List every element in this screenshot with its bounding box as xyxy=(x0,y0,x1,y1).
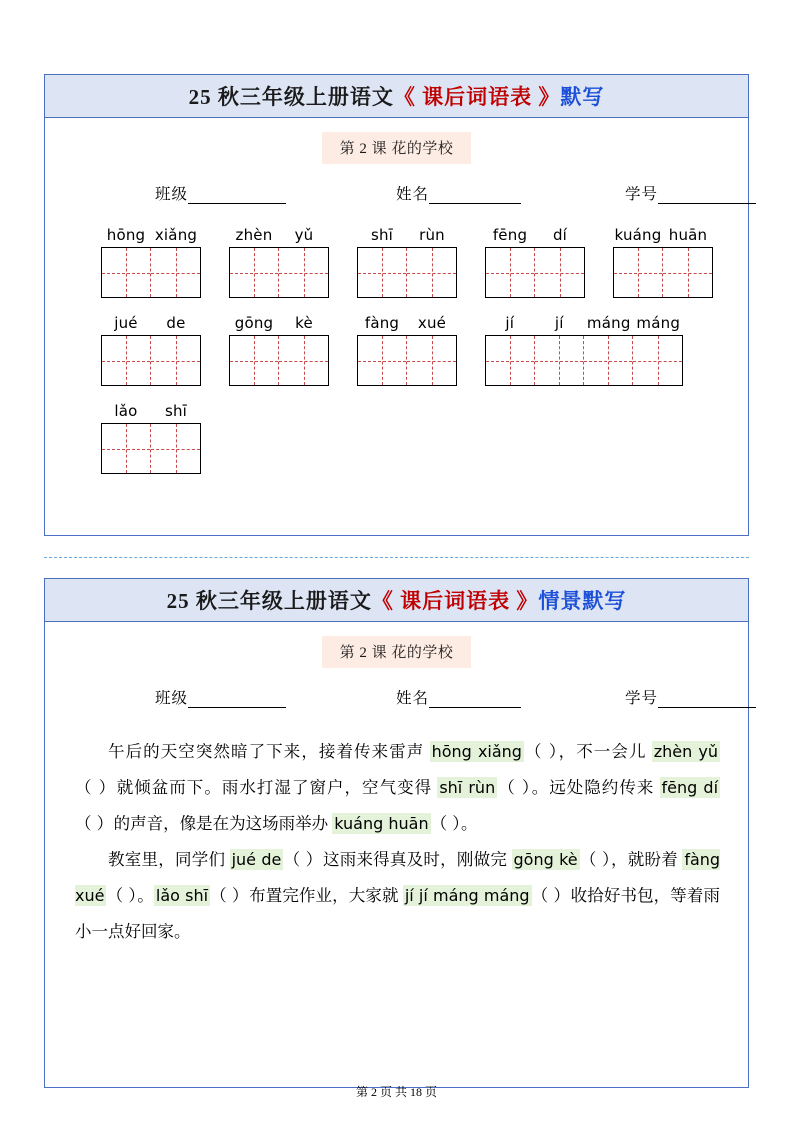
sheet2-class-blank[interactable] xyxy=(188,692,286,708)
pinyin-line xyxy=(485,226,585,244)
pinyin-line xyxy=(357,314,457,332)
pinyin-line xyxy=(613,226,713,244)
passage-text: ，就盼着 xyxy=(610,850,683,869)
passage-paragraph xyxy=(75,842,720,950)
tianzige-cell[interactable] xyxy=(407,336,456,385)
tianzige-word-row xyxy=(101,314,748,386)
passage-pinyin-hint: gōng kè xyxy=(513,850,578,869)
pinyin-syllable: fēng xyxy=(492,226,528,244)
passage-pinyin-hint: kuáng huān xyxy=(334,814,429,833)
pinyin-syllable: zhèn xyxy=(235,226,273,244)
passage-pinyin-hint: jí jí máng máng xyxy=(404,886,530,905)
tianzige-word-group xyxy=(485,314,683,386)
sheet2-lesson-chip: 第 2 课 花的学校 xyxy=(322,636,472,668)
tianzige-cell[interactable] xyxy=(358,336,407,385)
tianzige-word-group xyxy=(101,226,201,298)
sheet2-info-row xyxy=(45,686,748,708)
tianzige-word-group xyxy=(485,226,585,298)
sheet1-number-field[interactable] xyxy=(625,182,756,204)
sheet1-number-label: 学号 xyxy=(625,186,659,203)
passage-text: ，不一会儿 xyxy=(558,742,652,761)
page-footer-text: 第 2 页 共 18 页 xyxy=(355,1085,437,1099)
sheet2-title-prefix: 25 秋三年级上册语文 xyxy=(166,589,372,613)
passage-pinyin-hint: zhèn yǔ xyxy=(653,742,719,761)
context-dictation-sheet-card xyxy=(44,578,749,1088)
pinyin-line xyxy=(229,226,329,244)
sheet1-name-label: 姓名 xyxy=(396,186,430,203)
tianzige-cell[interactable] xyxy=(486,336,535,385)
tianzige-cell[interactable] xyxy=(584,336,633,385)
tianzige-cell[interactable] xyxy=(230,336,279,385)
dictation-sheet-card xyxy=(44,74,749,536)
tianzige-cell[interactable] xyxy=(102,336,151,385)
passage-answer-blank[interactable]: （ ） xyxy=(523,742,559,761)
sheet1-class-label: 班级 xyxy=(155,186,189,203)
pinyin-syllable: jí xyxy=(505,314,515,332)
tianzige-word-group xyxy=(101,314,201,386)
pinyin-syllable: de xyxy=(166,314,186,332)
page-footer xyxy=(0,1083,793,1100)
passage-pinyin-hint: lǎo shī xyxy=(155,886,209,905)
sheet2-number-label: 学号 xyxy=(625,690,659,707)
tianzige-grid[interactable] xyxy=(613,247,713,298)
sheet2-title-suffix: 情景默写 xyxy=(538,589,627,613)
passage-text: 收拾好书包，等着雨小一点好回家。 xyxy=(75,886,720,941)
tianzige-word-row xyxy=(101,226,748,298)
pinyin-line xyxy=(101,226,201,244)
tianzige-cell[interactable] xyxy=(486,248,535,297)
passage-answer-blank[interactable]: （ ） xyxy=(497,778,532,797)
passage-text: 。 xyxy=(460,814,478,833)
sheet1-name-blank[interactable] xyxy=(429,188,521,204)
tianzige-cell[interactable] xyxy=(151,248,200,297)
tianzige-grid[interactable] xyxy=(229,247,329,298)
pinyin-syllable: kuáng xyxy=(614,226,662,244)
tianzige-cell[interactable] xyxy=(102,248,151,297)
pinyin-syllable: lǎo xyxy=(114,402,138,420)
sheet2-name-label: 姓名 xyxy=(396,690,430,707)
passage-answer-blank[interactable]: （ ） xyxy=(75,778,117,797)
tianzige-grid[interactable] xyxy=(357,335,457,386)
sheet2-class-field[interactable] xyxy=(155,686,286,708)
pinyin-syllable: rùn xyxy=(419,226,445,244)
tianzige-cell[interactable] xyxy=(535,248,584,297)
passage-text: 这雨来得真及时，刚做完 xyxy=(322,850,512,869)
passage-text: 。 xyxy=(137,886,154,905)
sheet1-title-suffix: 默写 xyxy=(560,85,605,109)
sheet1-class-field[interactable] xyxy=(155,182,286,204)
sheet1-number-blank[interactable] xyxy=(658,188,756,204)
passage-answer-blank[interactable]: （ ） xyxy=(430,814,461,833)
pinyin-line xyxy=(229,314,329,332)
pinyin-line xyxy=(101,402,201,420)
tianzige-cell[interactable] xyxy=(151,336,200,385)
context-passage xyxy=(45,734,748,950)
pinyin-syllable: hōng xyxy=(106,226,146,244)
sheet1-title-prefix: 25 秋三年级上册语文 xyxy=(188,85,394,109)
tianzige-grid[interactable] xyxy=(229,335,329,386)
sheet1-lesson-chip-wrap xyxy=(45,132,748,164)
tianzige-cell[interactable] xyxy=(535,336,584,385)
passage-pinyin-hint: fēng dí xyxy=(661,778,719,797)
tianzige-word-group xyxy=(357,226,457,298)
pinyin-syllable: xiǎng xyxy=(154,226,198,244)
passage-paragraph xyxy=(75,734,720,842)
passage-pinyin-hint: fàng xué xyxy=(75,850,721,905)
tianzige-cell[interactable] xyxy=(102,424,151,473)
tianzige-cell[interactable] xyxy=(358,248,407,297)
pinyin-syllable: fàng xyxy=(364,314,400,332)
passage-text: 就倾盆而下。雨水打湿了窗户，空气变得 xyxy=(116,778,438,797)
tianzige-cell[interactable] xyxy=(151,424,200,473)
passage-pinyin-hint: hōng xiǎng xyxy=(431,742,522,761)
sheet2-class-label: 班级 xyxy=(155,690,189,707)
sheet2-name-field[interactable] xyxy=(396,686,521,708)
sheet2-lesson-chip-wrap xyxy=(45,636,748,668)
passage-pinyin-hint: shī rùn xyxy=(439,778,496,797)
passage-answer-blank[interactable]: （ ） xyxy=(75,814,114,833)
pinyin-syllable: shī xyxy=(370,226,394,244)
sheet-divider xyxy=(44,557,749,558)
sheet2-title xyxy=(45,579,748,622)
pinyin-syllable: máng xyxy=(586,314,631,332)
passage-answer-blank[interactable]: （ ） xyxy=(579,850,611,869)
tianzige-cell[interactable] xyxy=(614,248,663,297)
sheet2-title-book: 《 课后词语表 》 xyxy=(371,589,539,613)
tianzige-cell[interactable] xyxy=(663,248,712,297)
tianzige-cell[interactable] xyxy=(230,248,279,297)
tianzige-grid[interactable] xyxy=(101,423,201,474)
pinyin-syllable: dí xyxy=(552,226,568,244)
passage-text: 的声音，像是在为这场雨举办 xyxy=(113,814,333,833)
pinyin-syllable: jué xyxy=(114,314,138,332)
sheet1-class-blank[interactable] xyxy=(188,188,286,204)
tianzige-grid[interactable] xyxy=(485,247,585,298)
pinyin-line xyxy=(101,314,201,332)
tianzige-word-rows xyxy=(45,226,748,474)
sheet1-info-row xyxy=(45,182,748,204)
sheet1-name-field[interactable] xyxy=(396,182,521,204)
pinyin-line xyxy=(357,226,457,244)
passage-text: 布置完作业，大家就 xyxy=(249,886,403,905)
passage-answer-blank[interactable]: （ ） xyxy=(531,886,571,905)
pinyin-syllable: máng xyxy=(636,314,681,332)
tianzige-grid[interactable] xyxy=(101,335,201,386)
tianzige-cell[interactable] xyxy=(407,248,456,297)
pinyin-syllable: yǔ xyxy=(294,226,314,244)
tianzige-word-row xyxy=(101,402,748,474)
passage-pinyin-hint: jué de xyxy=(231,850,282,869)
tianzige-word-group xyxy=(229,314,329,386)
tianzige-cell[interactable] xyxy=(279,336,328,385)
tianzige-word-group xyxy=(357,314,457,386)
passage-text: 午后的天空突然暗了下来，接着传来雷声 xyxy=(108,742,430,761)
tianzige-word-group xyxy=(229,226,329,298)
tianzige-cell[interactable] xyxy=(279,248,328,297)
tianzige-grid[interactable] xyxy=(101,247,201,298)
passage-text: 教室里，同学们 xyxy=(108,850,230,869)
pinyin-line xyxy=(485,314,683,332)
pinyin-syllable: shī xyxy=(164,402,188,420)
sheet2-number-blank[interactable] xyxy=(658,692,756,708)
passage-text: 。远处隐约传来 xyxy=(531,778,660,797)
pinyin-syllable: gōng xyxy=(234,314,274,332)
sheet2-number-field[interactable] xyxy=(625,686,756,708)
pinyin-syllable: jí xyxy=(554,314,564,332)
tianzige-cell[interactable] xyxy=(633,336,682,385)
sheet1-lesson-chip: 第 2 课 花的学校 xyxy=(322,132,472,164)
tianzige-word-group xyxy=(101,402,201,474)
tianzige-grid[interactable] xyxy=(485,335,683,386)
tianzige-word-group xyxy=(613,226,713,298)
pinyin-syllable: xué xyxy=(417,314,447,332)
tianzige-grid[interactable] xyxy=(357,247,457,298)
sheet1-title xyxy=(45,75,748,118)
pinyin-syllable: huān xyxy=(668,226,708,244)
passage-answer-blank[interactable]: （ ） xyxy=(210,886,250,905)
sheet2-name-blank[interactable] xyxy=(429,692,521,708)
sheet1-title-book: 《 课后词语表 》 xyxy=(393,85,561,109)
passage-answer-blank[interactable]: （ ） xyxy=(283,850,323,869)
pinyin-syllable: kè xyxy=(295,314,313,332)
passage-answer-blank[interactable]: （ ） xyxy=(106,886,138,905)
